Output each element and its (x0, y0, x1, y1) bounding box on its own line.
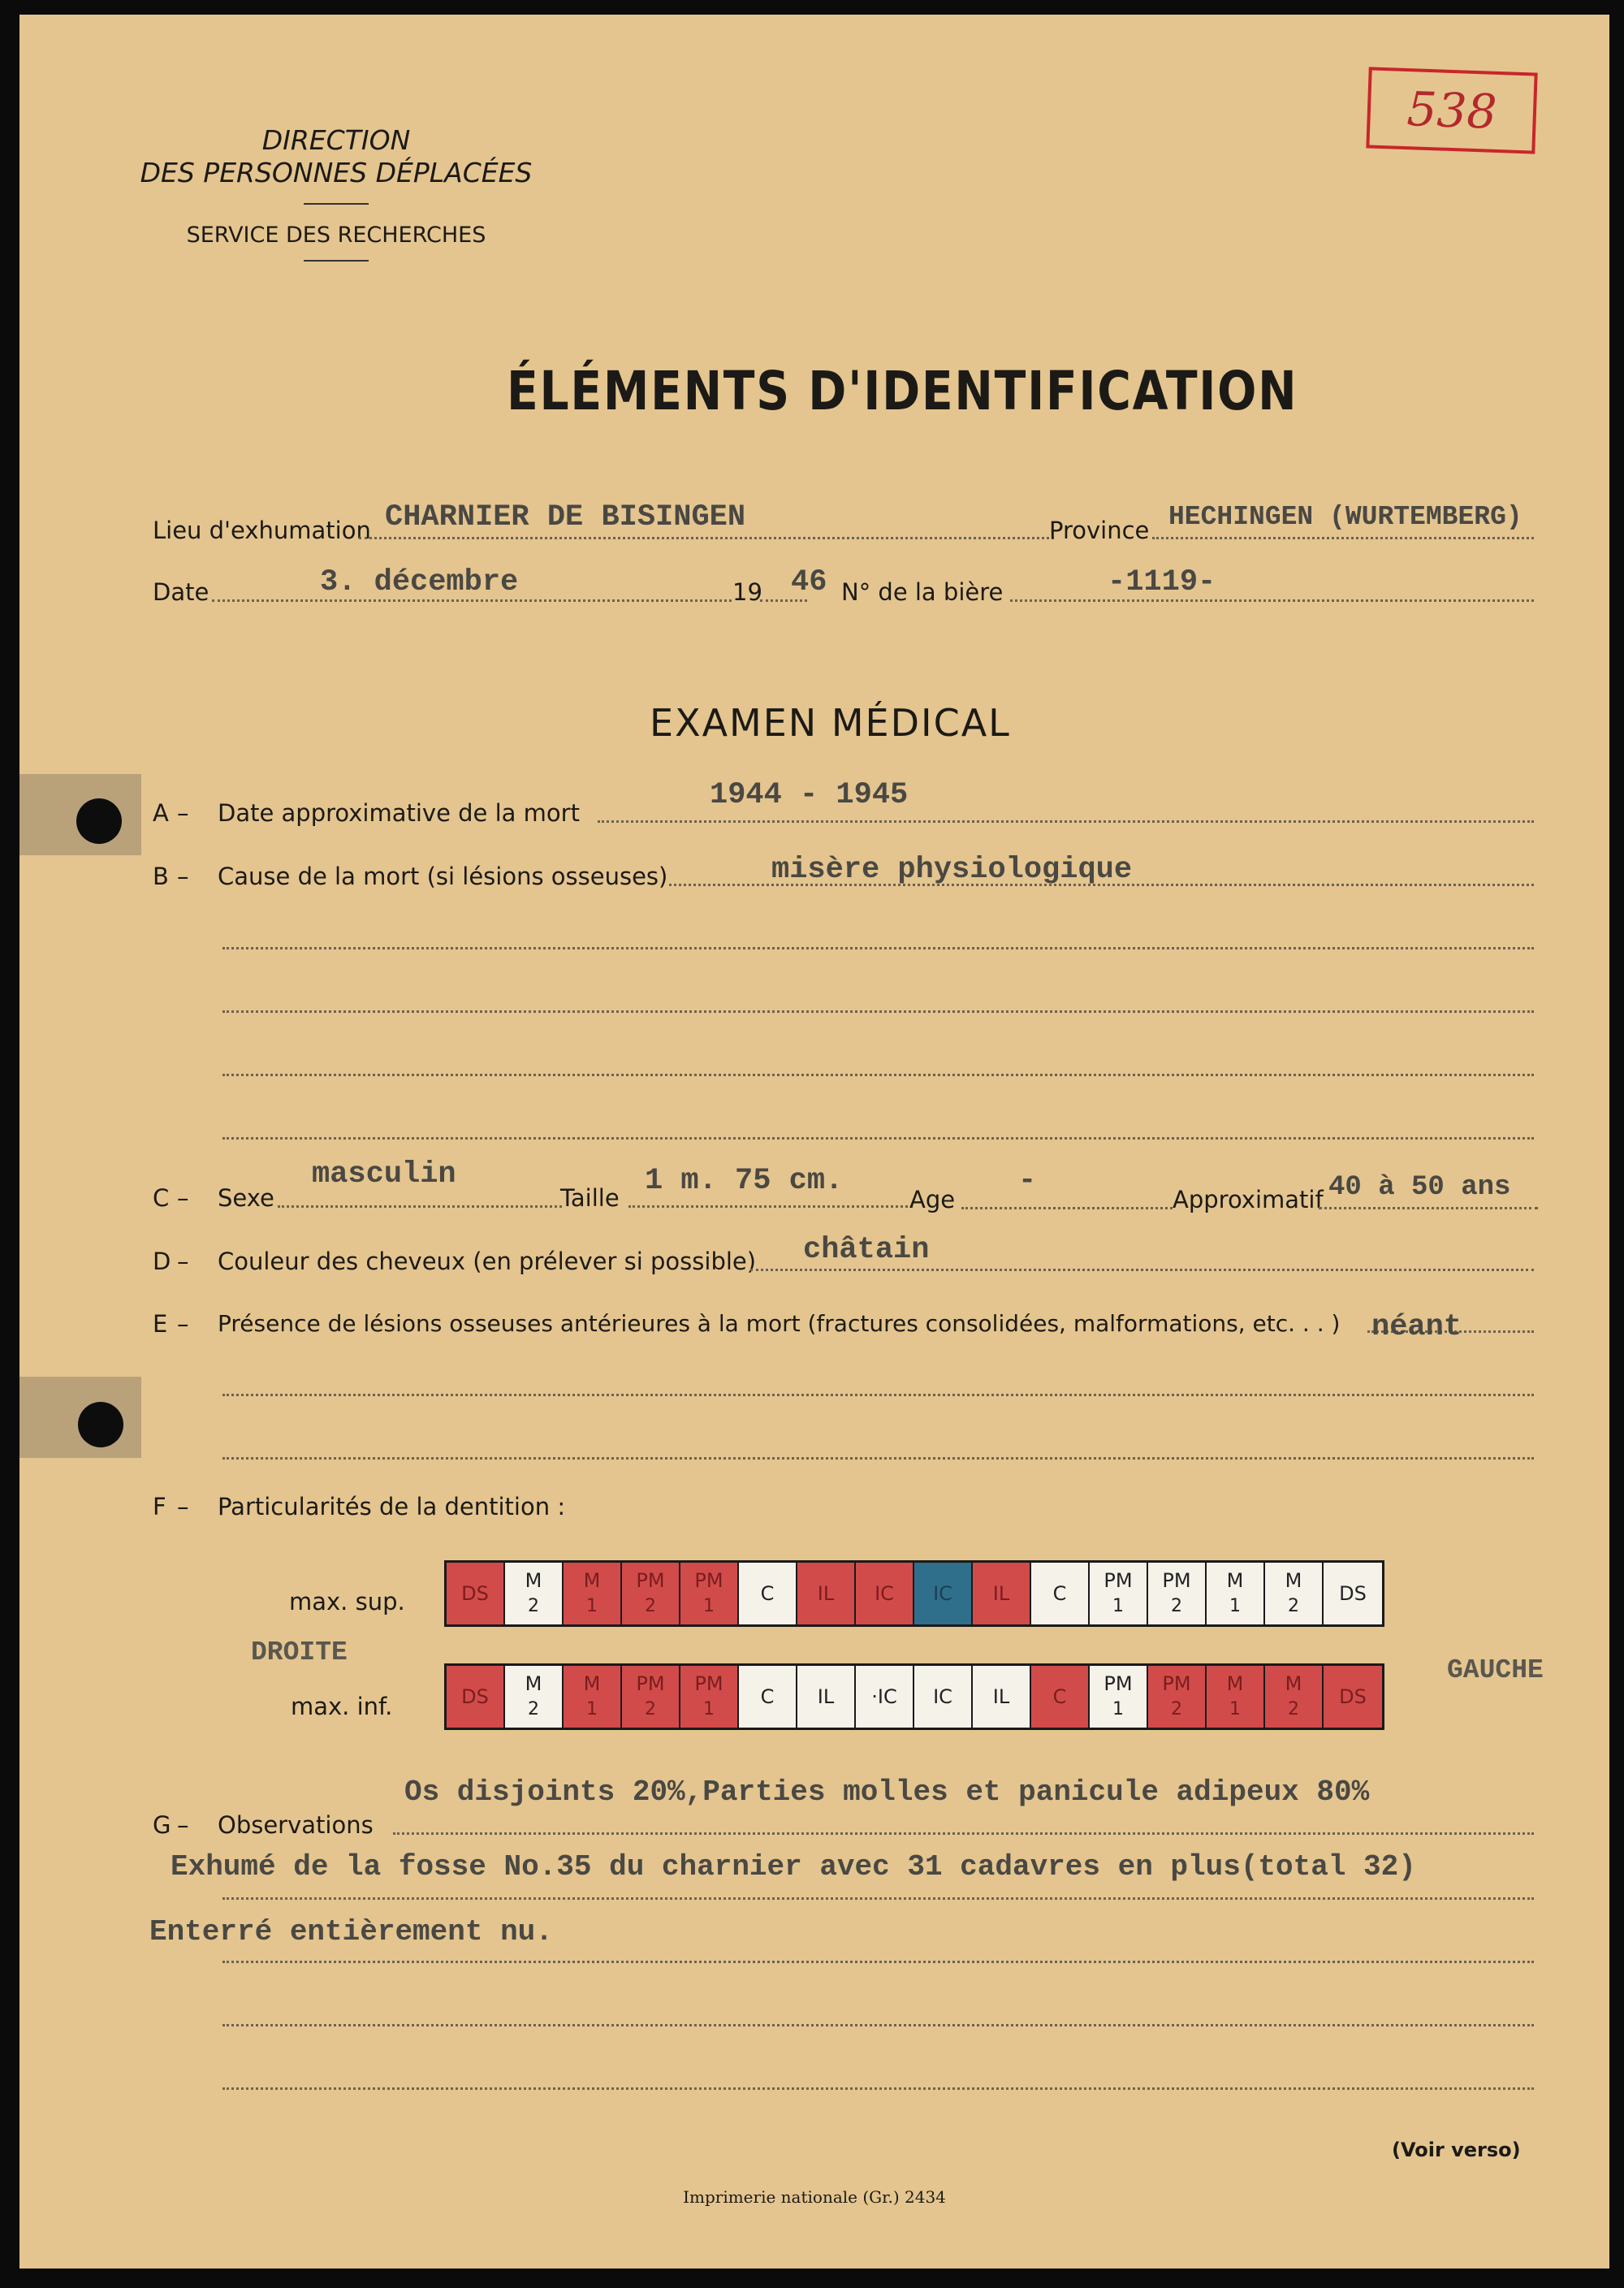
taille-label: Taille (560, 1184, 620, 1212)
section-d-letter: D (153, 1248, 171, 1275)
lieu-label: Lieu d'exhumation (153, 517, 371, 544)
tooth-code: PM (694, 1569, 723, 1592)
tooth-number: 1 (1112, 1596, 1124, 1616)
tooth-cell (1207, 1563, 1265, 1624)
tooth-cell (797, 1563, 856, 1624)
section-c-letter: C (153, 1184, 170, 1212)
tooth-code: PM (1104, 1569, 1133, 1592)
tooth-cell (797, 1666, 856, 1728)
voir-verso: (Voir verso) (1392, 2139, 1521, 2161)
punch-hole (78, 1402, 123, 1447)
tooth-number: 2 (1288, 1596, 1299, 1616)
tooth-code: PM (1104, 1672, 1133, 1695)
tooth-cell (856, 1666, 914, 1728)
tooth-cell (680, 1666, 739, 1728)
tooth-code: M (1226, 1569, 1244, 1592)
tooth-cell (447, 1666, 505, 1728)
tooth-cell (739, 1563, 797, 1624)
tooth-cell (914, 1666, 973, 1728)
tooth-number: 2 (1171, 1699, 1182, 1719)
observation-line-2: Exhumé de la fosse No.35 du charnier avec 31 cadavres en plus(total 32) (171, 1850, 1416, 1884)
sexe-label: Sexe (218, 1184, 274, 1212)
tooth-code: M (525, 1569, 542, 1592)
punch-hole (76, 798, 122, 844)
tooth-cell (564, 1563, 622, 1624)
tooth-cell (1031, 1666, 1090, 1728)
tooth-code: DS (1339, 1582, 1367, 1605)
tooth-code: IC (933, 1582, 952, 1605)
section-e-label: Présence de lésions osseuses antérieures à la mort (fractures consolidées, malformations, etc. . . ) (218, 1310, 1341, 1337)
registry-stamp: 538 (1366, 67, 1537, 154)
section-e-letter: E (153, 1310, 168, 1338)
tooth-number: 1 (1229, 1699, 1241, 1719)
max-sup-label: max. sup. (289, 1588, 405, 1615)
tooth-code: M (525, 1672, 542, 1695)
header-rule (304, 260, 369, 262)
tooth-code: IC (933, 1685, 952, 1708)
sexe-value: masculin (312, 1157, 456, 1192)
tooth-code: M (1285, 1672, 1302, 1695)
tooth-code: ·IC (871, 1685, 897, 1708)
tooth-cell (505, 1563, 564, 1624)
tooth-cell (1324, 1563, 1382, 1624)
year-prefix: 19 (732, 578, 762, 606)
tooth-number: 2 (1171, 1596, 1182, 1616)
tooth-number: 2 (645, 1699, 656, 1719)
tooth-code: M (583, 1672, 601, 1695)
tooth-code: IL (992, 1582, 1010, 1605)
tooth-code: PM (1162, 1569, 1191, 1592)
lieu-value: CHARNIER DE BISINGEN (385, 500, 746, 534)
lower-teeth-chart (444, 1663, 1384, 1730)
approx-label: Approximatif (1173, 1186, 1324, 1213)
tooth-cell (1148, 1563, 1207, 1624)
tooth-cell (622, 1666, 680, 1728)
tooth-code: IC (875, 1582, 894, 1605)
document-sheet: DIRECTION DES PERSONNES DÉPLACÉES SERVICE DES RECHERCHES 538 ÉLÉMENTS D'IDENTIFICATION Lieu d'exhumation CHARNIER DE BISINGEN Province HECHINGEN (WURTEMBERG) Date 3. décembre 19 46 N° de la bière -1119- EXAMEN MÉDICAL A – Date approximative de la mort 1944 - 1945 B – Cause de la mort (si lésions osseuses) misère physiologique C – Sexe masculin Taille 1 m. 75 cm. Age - Approximatif 40 à 50 ans D – Couleur des cheveux (en prélever si possible) châtain E – Présence de lésions osseuses antérieures à la mort (fractures consolidées, malformations, etc. . . ) néant F – Particularités de la dentition : max. sup. DS M 2 M 1 PM 2 PM 1 C IL IC IC IL C PM 1 PM 2 M 1 M 2 DS DROITE GAUCHE max. inf. DS M 2 M 1 PM 2 PM 1 C IL ·IC IC IL C PM 1 PM 2 M 1 M 2 DS Os disjoints 20%,Parties molles et panicule adipeux 80% G – Observations Exhumé de la fosse No.35 du charnier avec 31 cadavres en plus(total 32) Enterré entièrement nu. (Voir verso) Imprimerie nationale (Gr.) 2434 (19, 15, 1609, 2269)
tooth-cell (1090, 1666, 1148, 1728)
observation-line-3: Enterré entièrement nu. (149, 1915, 553, 1948)
tooth-code: C (1052, 1582, 1067, 1605)
tooth-code: M (583, 1569, 601, 1592)
province-label: Province (1049, 517, 1150, 544)
taille-value: 1 m. 75 cm. (645, 1164, 844, 1198)
date-label: Date (153, 578, 209, 606)
printer-footer: Imprimerie nationale (Gr.) 2434 (683, 2187, 946, 2207)
section-a-label: Date approximative de la mort (218, 799, 580, 827)
section-g-label: Observations (218, 1811, 374, 1839)
max-inf-label: max. inf. (291, 1693, 393, 1720)
tooth-cell (1031, 1563, 1090, 1624)
year-value: 46 (791, 565, 827, 599)
tooth-cell (1265, 1666, 1324, 1728)
section-d-value: châtain (803, 1233, 930, 1267)
tooth-code: IL (817, 1685, 835, 1708)
approx-value: 40 à 50 ans (1328, 1172, 1511, 1203)
page-title: ÉLÉMENTS D'IDENTIFICATION (507, 360, 1298, 422)
province-value: HECHINGEN (WURTEMBERG) (1168, 502, 1522, 532)
tooth-number: 1 (586, 1596, 598, 1616)
tooth-code: C (760, 1582, 775, 1605)
tooth-number: 2 (528, 1699, 539, 1719)
tooth-number: 1 (703, 1699, 715, 1719)
tooth-cell (1207, 1666, 1265, 1728)
tooth-cell (1148, 1666, 1207, 1728)
observation-line-1: Os disjoints 20%,Parties molles et panicule adipeux 80% (404, 1775, 1370, 1809)
tooth-code: PM (636, 1672, 665, 1695)
section-b-label: Cause de la mort (si lésions osseuses) (218, 863, 668, 890)
section-f-label: Particularités de la dentition : (218, 1493, 566, 1520)
tooth-number: 2 (1288, 1699, 1299, 1719)
tooth-cell (739, 1666, 797, 1728)
org-line-1: DIRECTION (261, 124, 411, 156)
biere-label: N° de la bière (841, 578, 1004, 606)
age-label: Age (909, 1186, 956, 1213)
tooth-number: 1 (703, 1596, 715, 1616)
tooth-cell (564, 1666, 622, 1728)
tooth-cell (1090, 1563, 1148, 1624)
tooth-number: 1 (1112, 1699, 1124, 1719)
tooth-code: PM (636, 1569, 665, 1592)
tooth-code: C (760, 1685, 775, 1708)
tooth-cell (973, 1666, 1031, 1728)
section-a-value: 1944 - 1945 (710, 778, 909, 812)
tooth-code: IL (992, 1685, 1010, 1708)
tooth-cell (680, 1563, 739, 1624)
tooth-number: 1 (586, 1699, 598, 1719)
tooth-number: 2 (528, 1596, 539, 1616)
tooth-code: PM (694, 1672, 723, 1695)
tooth-cell (505, 1666, 564, 1728)
upper-teeth-chart (444, 1560, 1384, 1627)
date-value: 3. décembre (320, 565, 519, 599)
tooth-cell (914, 1563, 973, 1624)
tooth-code: PM (1162, 1672, 1191, 1695)
section-g-letter: G (153, 1811, 171, 1839)
gauche-label: GAUCHE (1447, 1655, 1544, 1685)
tooth-code: DS (461, 1582, 489, 1605)
section-b-value: misère physiologique (771, 853, 1133, 887)
section-b-letter: B (153, 863, 169, 890)
tooth-code: C (1052, 1685, 1067, 1708)
droite-label: DROITE (251, 1637, 348, 1667)
section-e-value: néant (1371, 1310, 1462, 1344)
section-f-letter: F (153, 1493, 166, 1520)
tooth-cell (447, 1563, 505, 1624)
tooth-code: DS (1339, 1685, 1367, 1708)
examen-title: EXAMEN MÉDICAL (650, 701, 1011, 745)
tooth-cell (856, 1563, 914, 1624)
tooth-code: DS (461, 1685, 489, 1708)
tooth-cell (973, 1563, 1031, 1624)
tooth-cell (1324, 1666, 1382, 1728)
tooth-cell (1265, 1563, 1324, 1624)
section-d-label: Couleur des cheveux (en prélever si possible) (218, 1248, 757, 1275)
tooth-code: IL (817, 1582, 835, 1605)
tooth-code: M (1226, 1672, 1244, 1695)
service-name: SERVICE DES RECHERCHES (186, 223, 486, 248)
tooth-code: M (1285, 1569, 1302, 1592)
tooth-cell (622, 1563, 680, 1624)
biere-value: -1119- (1108, 565, 1216, 599)
section-a-letter: A (153, 799, 169, 827)
age-value: - (1018, 1164, 1037, 1198)
header-rule (304, 203, 369, 205)
tooth-number: 1 (1229, 1596, 1241, 1616)
org-line-2: DES PERSONNES DÉPLACÉES (140, 157, 533, 188)
tooth-number: 2 (645, 1596, 656, 1616)
